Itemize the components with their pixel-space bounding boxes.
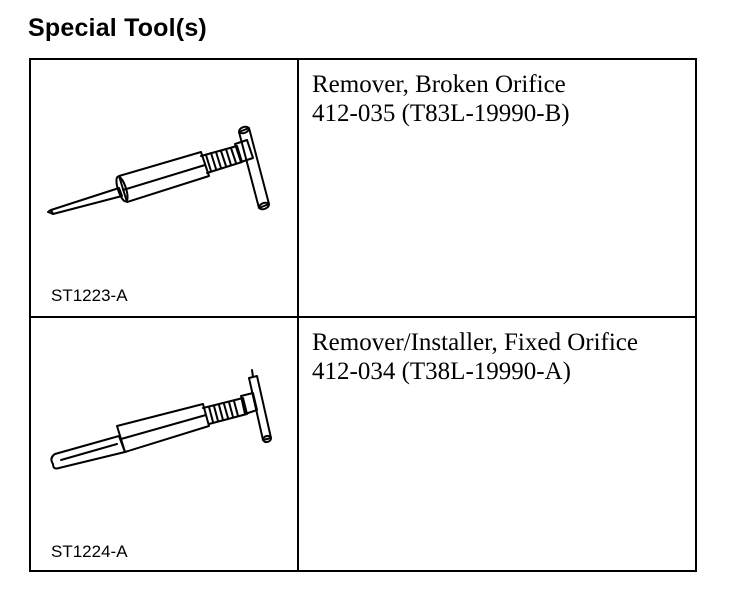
tool-name: Remover/Installer, Fixed Orifice [312, 329, 638, 356]
table-row [31, 60, 695, 318]
tool-number: 412-034 (T38L-19990-A) [312, 358, 571, 385]
tool-number: 412-035 (T83L-19990-B) [312, 100, 570, 127]
tool-illustration-cell [31, 60, 299, 316]
page-title: Special Tool(s) [28, 14, 207, 42]
table-row [31, 318, 695, 572]
tool-illustration-cell [31, 318, 299, 572]
fixed-orifice-remover-installer-illustration [31, 318, 297, 570]
tool-reference-code: ST1224-A [51, 542, 128, 561]
tool-description-cell [299, 60, 695, 316]
tool-description-cell [299, 318, 695, 572]
special-tools-table [29, 58, 697, 572]
broken-orifice-remover-illustration [31, 60, 297, 316]
tool-reference-code: ST1223-A [51, 286, 128, 305]
tool-name: Remover, Broken Orifice [312, 71, 566, 98]
